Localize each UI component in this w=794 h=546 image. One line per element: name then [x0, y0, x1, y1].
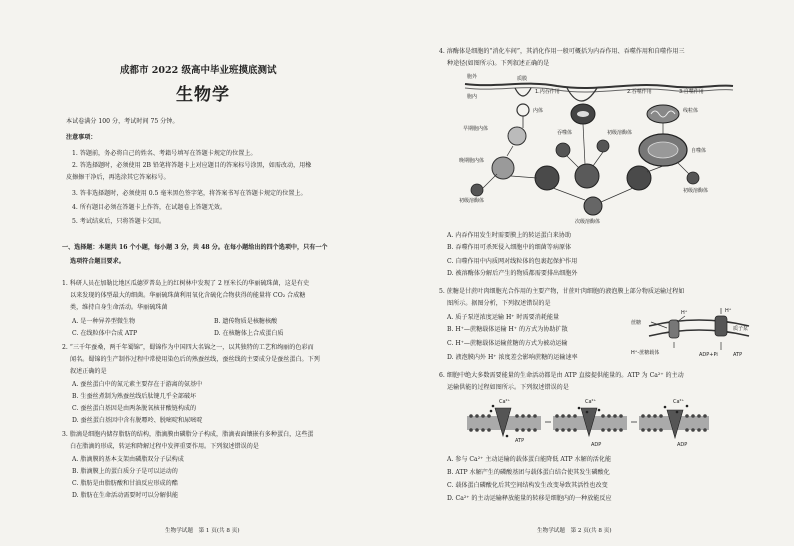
- sucrose-carrier: [669, 320, 679, 338]
- intro-text: 本试卷满分 100 分，考试时间 75 分钟。: [66, 118, 179, 125]
- q6-line: 运输供能的过程如图所示。下列叙述错误的是: [447, 384, 569, 391]
- note-line: 4. 所有题目必须在答题卡上作答，在试题卷上答题无效。: [72, 204, 227, 211]
- label-h-1: H⁺: [681, 310, 688, 316]
- label-h-2: H⁺: [725, 308, 732, 314]
- q3-option: C. 脂肪是由脂肪酸和甘油反应形成的酯: [72, 480, 178, 487]
- q3-option: D. 脂肪在生命活动需要时可以分解供能: [72, 492, 179, 499]
- label-adp-2: ADP: [677, 442, 688, 448]
- q6-line: 6. 细胞中绝大多数需要能量的生命活动都是由 ATP 直接提供能量的。ATP 为 Ca²⁺ 的主动: [439, 372, 684, 379]
- label-ca-2: Ca²⁺: [585, 399, 597, 405]
- label-pathway-1: 1.内吞作用: [535, 89, 560, 95]
- q3-option: A. 脂滴膜的基本支架由磷脂双分子层构成: [72, 456, 184, 463]
- label-atp: ATP: [733, 352, 743, 358]
- q5-option: D. 液泡膜内外 H⁺ 浓度差会影响蔗糖的运输速率: [447, 354, 578, 361]
- label-early-endosome: 早期胞内体: [463, 126, 489, 132]
- secondary-lysosome: [627, 166, 651, 190]
- q4-option: D. 被溶酶体分解后产生的物质都需要排出细胞外: [447, 270, 578, 277]
- q3-line: 白在脂滴的形成，转运和降解过程中发挥重要作用。下列叙述错误的是: [70, 443, 259, 450]
- page-footer: 生物学试题 第 2 页(共 8 页): [537, 528, 612, 534]
- label-ca-3: Ca²⁺: [673, 399, 685, 405]
- q4-option: A. 内吞作用发生时需要膜上的转运蛋白来协助: [447, 232, 572, 239]
- mitochondrion: [647, 105, 679, 123]
- q5-option: C. H⁺—蔗糖载体运输蔗糖的方式为被动运输: [447, 340, 568, 347]
- label-late-endosome: 晚期胞内体: [459, 158, 485, 164]
- label-secondary-lysosome: 次级溶酶体: [575, 219, 601, 225]
- q1-option: C. 在线粒体中合成 ATP: [72, 330, 138, 337]
- bacterium-icon: [577, 111, 589, 117]
- label-adp: ADP+Pi: [699, 352, 718, 358]
- q3-line: 3. 脂滴是细胞内储存脂肪的结构，脂滴膜由磷脂分子构成，脂滴表面镶嵌有多种蛋白，这些蛋: [62, 431, 314, 438]
- section-heading: 一、选择题：本题共 16 个小题，每小题 3 分，共 48 分。在每小题给出的四个选项中，只有一个: [62, 244, 328, 251]
- notes-heading: 注意事项：: [66, 134, 97, 141]
- q4-option: C. 自噬作用中内质网对线粒体的包裹起保护作用: [447, 258, 578, 265]
- lysosome-pathway-figure: [457, 70, 737, 228]
- note-line: 5. 考试结束后，只将答题卡交回。: [72, 218, 166, 225]
- label-atp: ATP: [515, 438, 525, 444]
- page-footer: 生物学试题 第 1 页(共 8 页): [165, 528, 240, 534]
- calcium-pump-figure: [463, 396, 713, 448]
- subject-title: 生物学: [176, 85, 230, 105]
- q1-option: D. 在核糖体上合成蛋白质: [214, 330, 284, 337]
- early-endosome: [508, 127, 526, 145]
- q1-line: 以来发现的体型最大的细菌。华丽硫珠菌利用氧化含硫化合物获得的能量将 CO₂ 合成糖: [70, 292, 306, 299]
- q5-line: 5. 蔗糖是甘蔗叶肉细胞光合作用的主要产物，甘蔗叶肉细胞的液泡膜上部分物质运输过程如: [439, 288, 685, 295]
- q6-option: D. Ca²⁺ 的主动运输释放能量的转移是细胞内的一种放能反应: [447, 495, 612, 502]
- label-carrier: H⁺-蔗糖载体: [631, 350, 660, 356]
- q2-option: B. 生蚕丝煮制为熟蚕丝线后肽键几乎全部破坏: [72, 393, 197, 400]
- q2-option: D. 蚕丝蛋白基因中含有脱嘌呤、脱嘧啶和尿嘧啶: [72, 417, 203, 424]
- primary-lysosome: [556, 143, 570, 157]
- right-page: [397, 0, 794, 546]
- q5-option: A. 质子泵逆浓度运输 H⁺ 时需要消耗能量: [447, 314, 560, 321]
- q4-line: 种途径(如图所示)。下列叙述正确的是: [447, 60, 550, 67]
- label-proton-pump: 质子泵: [733, 326, 749, 332]
- label-primary-lysosome-3: 初级溶酶体: [683, 188, 709, 194]
- q2-line: 闻名。蜀锦的生产制作过程中常使用染色后的熟蚕丝线，蚕丝线的主要成分是蚕丝蛋白。下列: [70, 356, 320, 363]
- q1-option: B. 遗传物质是核糖核酸: [214, 318, 278, 325]
- label-endosome: 内体: [533, 108, 544, 114]
- primary-lysosome: [471, 184, 483, 196]
- q6-option: A. 参与 Ca²⁺ 主动运输的载体蛋白能降低 ATP 水解的活化能: [447, 456, 612, 463]
- vacuole-transport-figure: [629, 306, 769, 362]
- label-cell-inner: 胞内: [467, 94, 478, 100]
- note-line: 3. 答非选择题时，必须使用 0.5 毫米黑色签字笔，将答案书写在答题卡规定的位置上。: [72, 190, 307, 197]
- secondary-lysosome: [535, 166, 559, 190]
- section-heading: 选项符合题目要求。: [70, 258, 125, 265]
- label-membrane: 质膜: [517, 76, 528, 82]
- q3-option: B. 脂滴膜上的蛋白质分子是可以运动的: [72, 468, 178, 475]
- q2-option: C. 蚕丝蛋白基因是由两条脱氧核苷酸链构成的: [72, 405, 197, 412]
- q1-option: A. 是一种异养型微生物: [72, 318, 136, 325]
- secondary-lysosome: [584, 197, 602, 215]
- label-pathway-3: 3.自噬作用: [679, 89, 704, 95]
- q6-option: B. ATP 水解产生的磷酸基团与载体蛋白结合使其发生磷酸化: [447, 469, 610, 476]
- q2-line: 2. “三千年蚕桑，两千年蜀锦”，蜀锦作为中国四大名锦之一，以其独特的工艺和绚丽的色彩而: [62, 344, 314, 351]
- label-primary-lysosome: 初级溶酶体: [459, 198, 485, 204]
- label-primary-lysosome-2: 初级溶酶体: [607, 130, 633, 136]
- q4-line: 4. 溶酶体是细胞的“消化车间”，其消化作用一般可概括为内吞作用、吞噬作用和自噬作用三: [439, 48, 685, 55]
- q2-line: 叙述正确的是: [70, 368, 107, 375]
- q1-line: 1. 科研人员在加勒比地区瓜德罗普岛上的红树林中发现了 2 厘米长的华丽硫珠菌，这是有史: [62, 280, 310, 287]
- note-line: 皮擦擦干净后，再选涂其它答案标号。: [66, 174, 170, 181]
- q2-option: A. 蚕丝蛋白中的氮元素主要存在于游离的氨基中: [72, 381, 203, 388]
- q5-option: B. H⁺—蔗糖载体运输 H⁺ 的方式为协助扩散: [447, 326, 568, 333]
- label-autophagosome: 自噬体: [691, 148, 707, 154]
- label-phagosome: 吞噬体: [557, 130, 573, 136]
- proton-pump: [715, 316, 727, 336]
- note-line: 2. 答选择题时，必须使用 2B 铅笔将答题卡上对应题目的答案标号涂黑，如需改动，用橡: [72, 162, 312, 169]
- endosome-vesicle: [517, 104, 529, 116]
- label-pathway-2: 2.吞噬作用: [627, 89, 652, 95]
- note-line: 1. 答题前，务必将自己的姓名、考籍号填写在答题卡规定的位置上。: [72, 150, 257, 157]
- label-adp-1: ADP: [591, 442, 602, 448]
- label-ca-1: Ca²⁺: [499, 399, 511, 405]
- label-cell-outer: 胞外: [467, 74, 478, 80]
- q4-option: B. 吞噬作用可杀死侵入细胞中的细菌等病原体: [447, 244, 572, 251]
- primary-lysosome: [597, 140, 609, 152]
- label-sucrose: 蔗糖: [631, 320, 642, 326]
- q6-option: C. 载体蛋白磷酸化后其空间结构发生改变导致其活性也改变: [447, 482, 608, 489]
- q5-line: 图所示。据图分析，下列叙述错误的是: [447, 300, 551, 307]
- label-mitochondrion: 线粒体: [683, 108, 699, 114]
- exam-title: 成都市 2022 级高中毕业班摸底测试: [120, 65, 277, 76]
- q1-line: 类，维持自身生命活动。华丽硫珠菌: [70, 304, 168, 311]
